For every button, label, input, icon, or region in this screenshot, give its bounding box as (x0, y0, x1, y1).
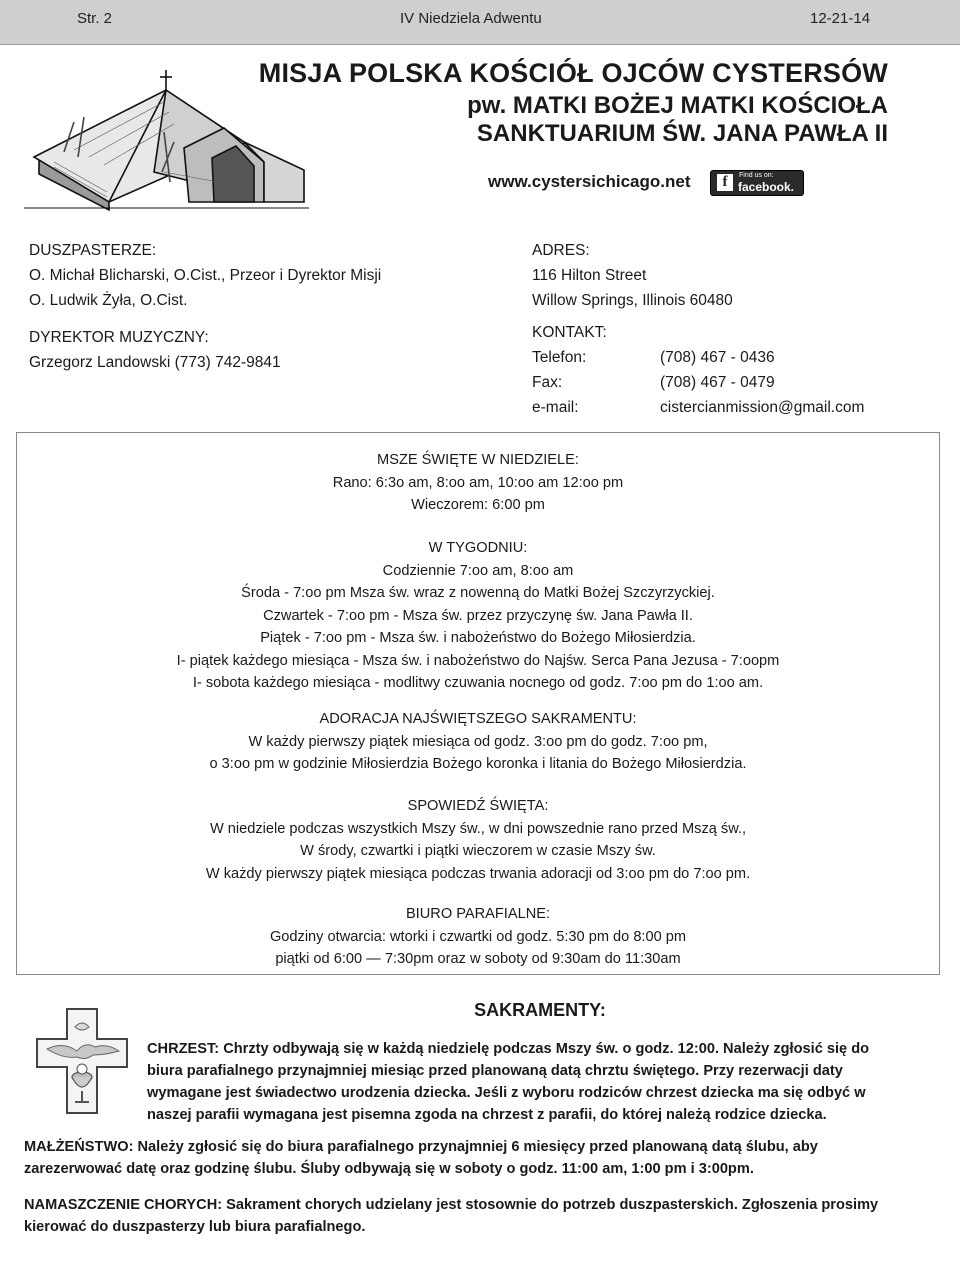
adoration-section (16, 708, 940, 776)
confession-section (16, 795, 940, 885)
office-hours-line: Godziny otwarcia: wtorki i czwartki od godz. 5:30 pm do 8:00 pm (269, 928, 687, 945)
music-director: Grzegorz Landowski (773) 742-9841 (29, 354, 281, 371)
baptism-paragraph (147, 1038, 869, 1126)
office-hours-line: piątki od 6:00 — 7:30pm oraz w soboty od 9:30am do 11:30am (275, 951, 681, 967)
email-address[interactable]: cistercianmission@gmail.com (660, 399, 865, 416)
weekday-line: Czwartek - 7:oo pm - Msza św. przez przyczynę św. Jana Pawła II. (263, 607, 693, 624)
weekday-heading: W TYGODNIU: (428, 540, 528, 556)
baptism-line: wymagane jest świadectwo urodzenia dziecka. Jeśli z wyboru rodziców chrzest dziecka ma się odbyć w (147, 1085, 866, 1101)
sunday-mass-section (16, 449, 940, 517)
address-street: 116 Hilton Street (532, 267, 647, 284)
weekday-line: Piątek - 7:oo pm - Msza św. i nabożeństwo do Bożego Miłosierdzia. (260, 630, 696, 646)
address-heading: ADRES: (532, 242, 590, 259)
sacraments-heading: SAKRAMENTY: (474, 1000, 606, 1020)
contact-fax-row (532, 370, 864, 395)
clergy-priest-2: O. Ludwik Żyła, O.Cist. (29, 292, 188, 309)
weekday-line: I- piątek każdego miesiąca - Msza św. i nabożeństwo do Najśw. Serca Pana Jezusa - 7:oopm (176, 652, 780, 669)
contact-email-row (532, 395, 864, 420)
page-number: Str. 2 (77, 10, 113, 27)
weekday-line: I- sobota każdego miesiąca - modlitwy czuwania nocnego od godz. 7:oo pm do 1:oo am. (192, 675, 764, 691)
marriage-paragraph (24, 1136, 818, 1180)
page-header-bar (0, 0, 960, 45)
adoration-line: o 3:oo pm w godzinie Miłosierdzia Bożego koronka i litania do Bożego Miłosierdzia. (209, 756, 747, 772)
office-heading: BIURO PARAFIALNE: (405, 906, 551, 922)
clergy-priest-1: O. Michał Blicharski, O.Cist., Przeor i Dyrektor Misji (29, 267, 382, 284)
baptism-line: CHRZEST: Chrzty odbywają się w każdą niedzielę podczas Mszy św. o godz. 12:00. Należy zgłosić się do (147, 1041, 870, 1057)
bulletin-date: 12-21-14 (810, 10, 871, 27)
sunday-morning-times: Rano: 6:3o am, 8:oo am, 10:oo am 12:oo pm (332, 474, 624, 491)
weekday-line: Codziennie 7:oo am, 8:oo am (382, 562, 574, 579)
facebook-badge[interactable] (710, 170, 804, 196)
sunday-evening-times: Wieczorem: 6:00 pm (411, 497, 545, 513)
marriage-line: zarezerwować datę oraz godzinę ślubu. Śluby odbywają się w soboty o godz. 11:00 am, 1:00 pm i 3:00pm. (24, 1161, 754, 1177)
facebook-wordmark: facebook. (738, 180, 795, 194)
baptism-line: biura parafialnego przynajmniej miesiąc przed planowaną datą chrztu świętego. Przy rezerwacji daty (147, 1063, 843, 1079)
confession-line: W każdy pierwszy piątek miesiąca podczas trwania adoracji od 3:oo pm do 7:oo pm. (205, 865, 751, 882)
facebook-small-text: Find us on: (739, 172, 774, 179)
bulletin-title: IV Niedziela Adwentu (400, 10, 542, 27)
fax-label: Fax: (532, 374, 563, 391)
contact-section (532, 238, 864, 420)
weekday-line: Środa - 7:oo pm Msza św. wraz z nowenną do Matki Bożej Szczyrzyckiej. (241, 585, 715, 601)
marriage-line: MAŁŻEŃSTWO: Należy zgłosić się do biura parafialnego przynajmniej 6 miesięcy przed planowaną datą ślubu, aby (24, 1139, 818, 1155)
confession-line: W niedziele podczas wszystkich Mszy św., w dni powszednie rano przed Mszą św., (209, 820, 747, 837)
anointing-line: NAMASZCZENIE CHORYCH: Sakrament chorych udzielany jest stosownie do potrzeb duszpasterskich. Zgłoszenia prosimy (24, 1197, 879, 1213)
contact-phone-row (532, 345, 864, 370)
mission-name: MISJA POLSKA KOŚCIÓŁ OJCÓW CYSTERSÓW (258, 58, 888, 88)
contact-heading: KONTAKT: (532, 324, 607, 341)
baptism-cross-icon (33, 1005, 131, 1117)
fax-number: (708) 467 - 0479 (660, 374, 775, 391)
email-label: e-mail: (532, 399, 579, 416)
parish-office-section (16, 903, 940, 971)
confession-heading: SPOWIEDŹ ŚWIĘTA: (407, 798, 549, 814)
mission-patron: pw. MATKI BOŻEJ MATKI KOŚCIOŁA (467, 92, 888, 119)
adoration-heading: ADORACJA NAJŚWIĘTSZEGO SAKRAMENTU: (319, 711, 637, 727)
music-director-heading: DYREKTOR MUZYCZNY: (29, 329, 209, 346)
clergy-heading: DUSZPASTERZE: (29, 242, 157, 259)
clergy-section (29, 238, 381, 375)
sanctuary-name: SANKTUARIUM ŚW. JANA PAWŁA II (476, 120, 888, 147)
anointing-paragraph (24, 1194, 878, 1238)
baptism-line: naszej parafii wymagana jest pisemna zgoda na chrzest z parafii, do której należą rodzice dziecka. (147, 1107, 827, 1123)
website-link[interactable]: www.cystersichicago.net (488, 172, 691, 191)
adoration-line: W każdy pierwszy piątek miesiąca od godz. 3:oo pm do godz. 7:oo pm, (248, 733, 708, 750)
phone-number[interactable]: (708) 467 - 0436 (660, 349, 775, 366)
address-city: Willow Springs, Illinois 60480 (532, 292, 733, 309)
sunday-mass-heading: MSZE ŚWIĘTE W NIEDZIELE: (377, 452, 579, 468)
confession-line: W środy, czwartki i piątki wieczorem w czasie Mszy św. (300, 843, 656, 859)
weekday-mass-section (16, 537, 940, 695)
anointing-line: kierować do duszpasterzy lub biura parafialnego. (24, 1219, 366, 1235)
phone-label: Telefon: (532, 349, 587, 366)
facebook-icon: f (717, 174, 733, 191)
